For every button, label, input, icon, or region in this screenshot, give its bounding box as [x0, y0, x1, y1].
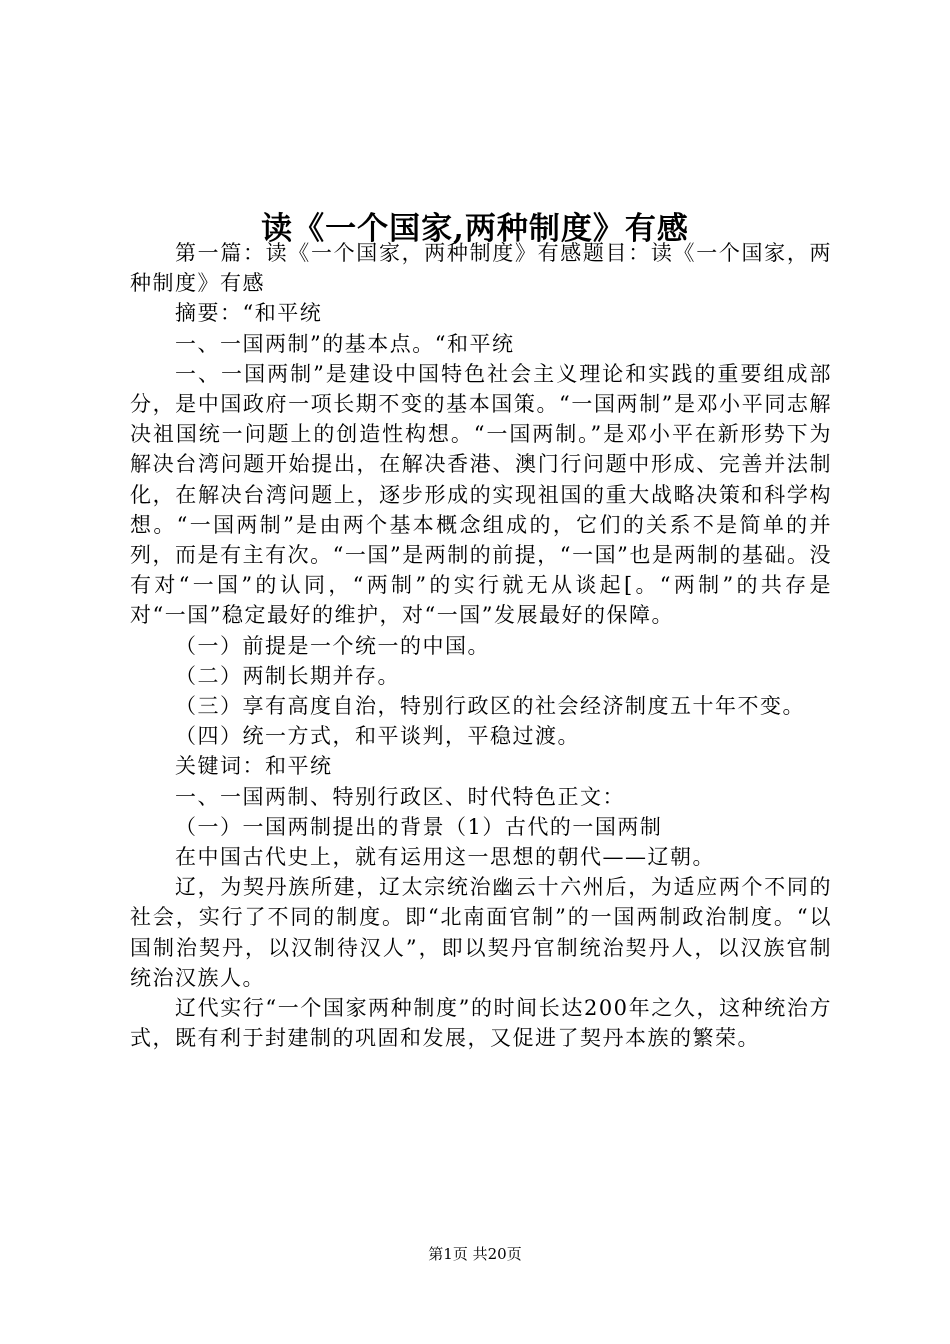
paragraph: 第一篇：读《一个国家，两种制度》有感题目：读《一个国家，两种制度》有感 — [130, 241, 832, 296]
paragraph: （一）一国两制提出的背景（1）古代的一国两制 — [175, 814, 663, 839]
paragraph: 一、一国两制”的基本点。“和平统 — [175, 331, 515, 356]
paragraph: 在中国古代史上，就有运用这一思想的朝代——辽朝。 — [175, 845, 715, 870]
paragraph: （一）前提是一个统一的中国。 — [175, 633, 490, 658]
document-title: 读《一个国家,两种制度》有感 — [261, 210, 689, 247]
paragraph: （四）统一方式，和平谈判，平稳过渡。 — [175, 724, 580, 749]
paragraph: 摘要：“和平统 — [175, 301, 323, 326]
page-indicator: 第1页 共20页 — [428, 1245, 522, 1263]
paragraph: 一、一国两制”是建设中国特色社会主义理论和实践的重要组成部分，是中国政府一项长期不变的基本国策。“一国两制”是邓小平同志解决祖国统一问题上的创造性构想。“一国两制。”是邓小平在新形势下为解决台湾问题开始提出，在解决香港、澳门行问题中形成、完善并法制化，在解决台湾问题上，逐步形成的实现祖国的重大战略决策和科学构想。“一国两制”是由两个基本概念组成的，它们的关系不是简单的并列，而是有主有次。“一国”是两制的前提，“一国”也是两制的基础。没有对“一国”的认同，“两制”的实行就无从谈起[。“两制”的共存是对“一国”稳定最好的维护，对“一国”发展最好的保障。 — [130, 361, 832, 628]
paragraph: （三）享有高度自治，特别行政区的社会经济制度五十年不变。 — [175, 694, 805, 719]
paragraph: （二）两制长期并存。 — [175, 663, 400, 688]
page-footer — [0, 1244, 950, 1264]
paragraph: 一、一国两制、特别行政区、时代特色正文： — [175, 784, 625, 809]
paragraph: 辽，为契丹族所建，辽太宗统治幽云十六州后，为适应两个不同的社会，实行了不同的制度。即“北南面官制”的一国两制政治制度。“以国制治契丹，以汉制待汉人”，即以契丹官制统治契丹人，以汉族官制统治汉族人。 — [130, 875, 832, 990]
document-body — [130, 238, 832, 1053]
paragraph: 辽代实行“一个国家两种制度”的时间长达200年之久，这种统治方式，既有利于封建制的巩固和发展，又促进了契丹本族的繁荣。 — [130, 996, 832, 1051]
paragraph: 关键词：和平统 — [175, 754, 333, 779]
